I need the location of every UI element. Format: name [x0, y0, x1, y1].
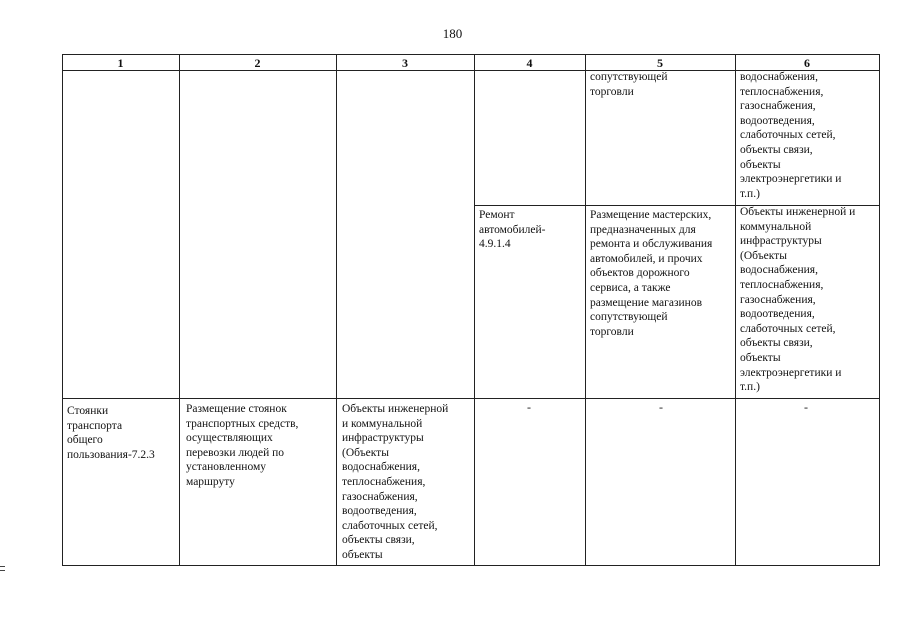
row-b-col4: Ремонт автомобилей- 4.9.1.4 — [479, 209, 546, 251]
row-b-col6: Объекты инженерной и коммунальной инфраструктуры (Объекты водоснабжения, теплоснабжения, газоснабжения, водоотведения, слаботочных сетей, объекты связи, объекты электроэнергетики и т.п.) — [740, 206, 856, 394]
row-c-col5: - — [659, 400, 663, 414]
row-c-col4: - — [527, 400, 531, 414]
col-border-4 — [585, 54, 586, 566]
zoning-table — [62, 54, 880, 566]
col-border-6 — [879, 54, 880, 566]
col-border-5 — [735, 54, 736, 566]
row-b-col5: Размещение мастерских, предназначенных для ремонта и обслуживания автомобилей, и прочих объектов дорожного сервиса, а также размещение магазинов сопутствующей торговли — [590, 209, 713, 338]
page-number: 180 — [442, 26, 463, 41]
scan-edge-mark — [0, 566, 5, 571]
header-col-3: 3 — [402, 56, 408, 70]
col-border-0 — [62, 54, 63, 566]
table-bottom-border — [62, 565, 880, 566]
row-a-col5: сопутствующей торговли — [590, 71, 668, 98]
row-a-col6: водоснабжения, теплоснабжения, газоснабжения, водоотведения, слаботочных сетей, объекты связи, объекты электроэнергетики и т.п.) — [740, 71, 842, 200]
header-col-2: 2 — [254, 56, 261, 70]
header-col-6: 6 — [804, 56, 810, 70]
col-border-1 — [179, 54, 180, 566]
row-b-bottom-border — [62, 398, 880, 399]
row-c-col3: Объекты инженерной и коммунальной инфраструктуры (Объекты водоснабжения, теплоснабжения, газоснабжения, водоотведения, слаботочных сетей, объекты связи, объекты — [342, 403, 449, 561]
row-c-col1: Стоянки транспорта общего пользования-7.2.3 — [67, 405, 155, 461]
col-border-2 — [336, 54, 337, 566]
header-col-4: 4 — [526, 56, 533, 70]
header-col-1: 1 — [117, 56, 124, 70]
row-c-col2: Размещение стоянок транспортных средств, осуществляющих перевозки людей по установленному маршруту — [186, 403, 299, 488]
header-col-5: 5 — [657, 56, 663, 70]
table-top-border — [62, 54, 880, 55]
col-border-3 — [474, 54, 475, 566]
row-c-col6: - — [804, 400, 808, 414]
